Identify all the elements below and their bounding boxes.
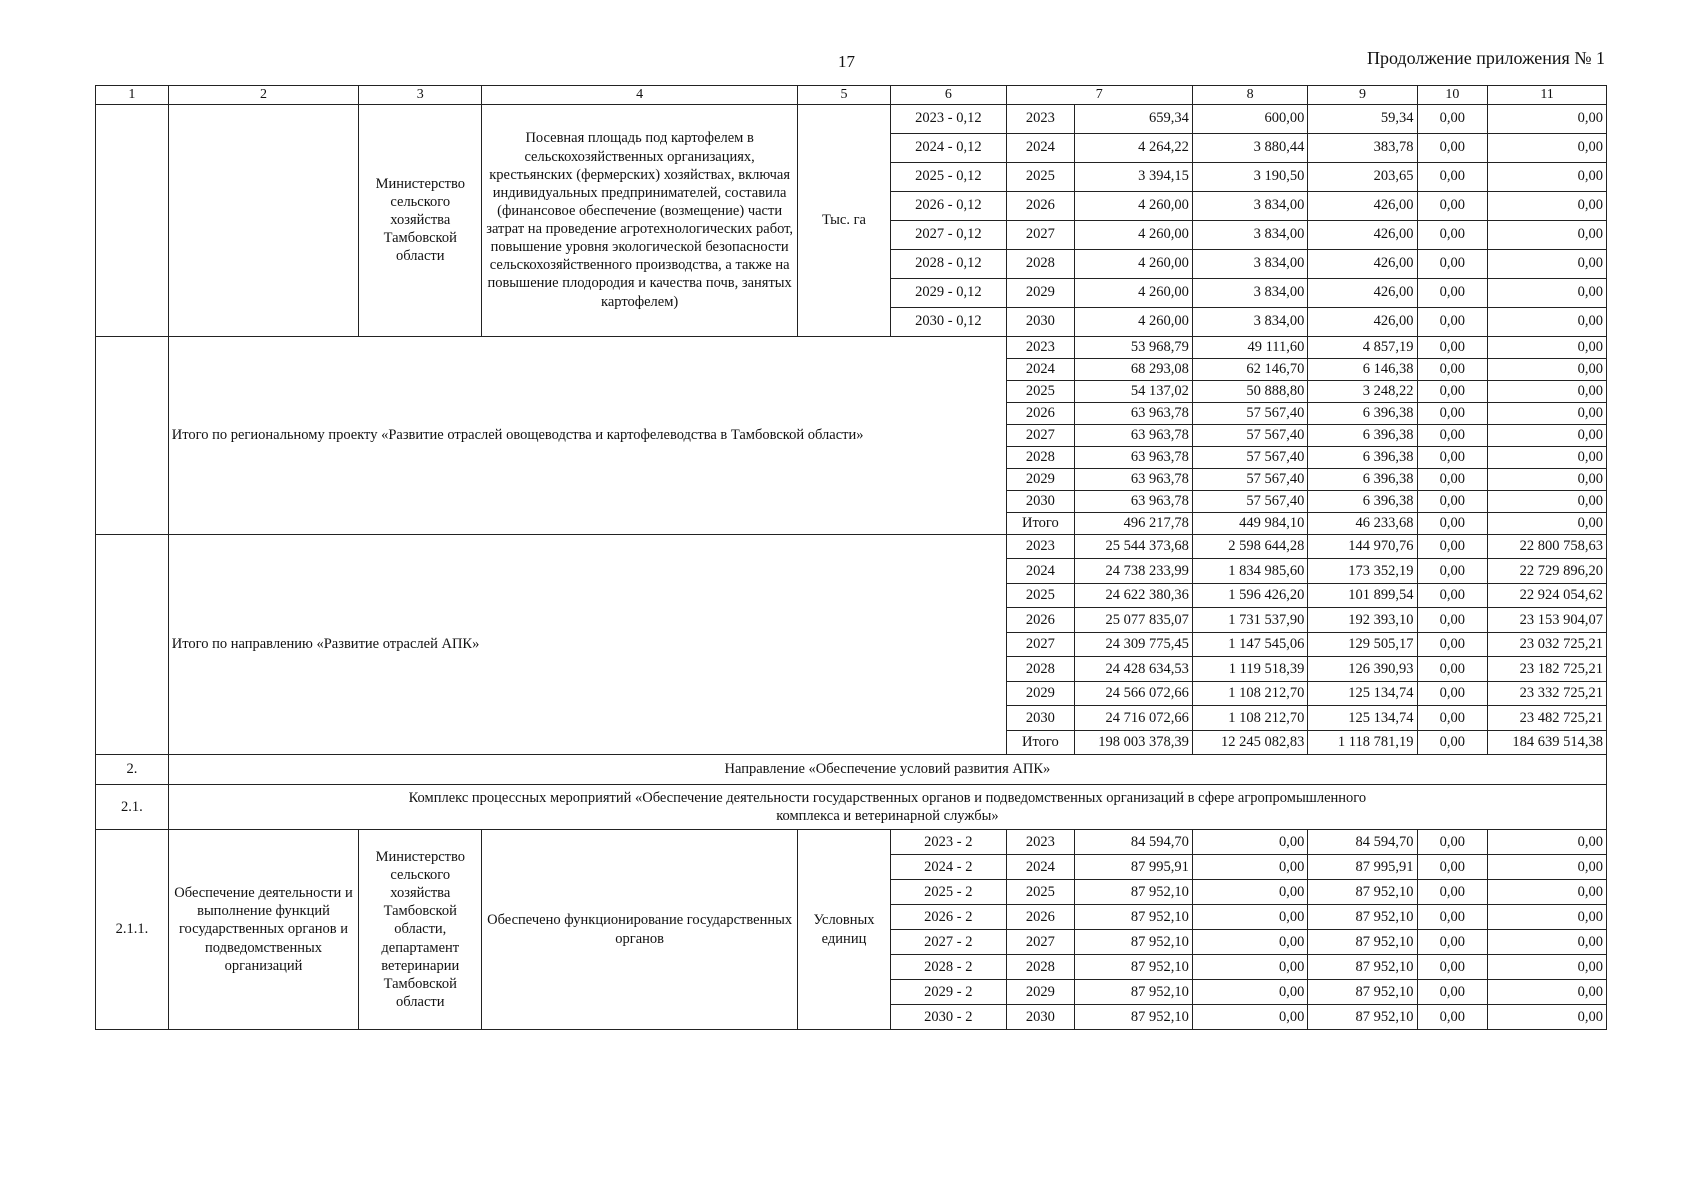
target-value: 2025 - 0,12: [891, 162, 1007, 191]
year-cell: 2026: [1006, 905, 1074, 930]
total-cell: 87 952,10: [1075, 930, 1193, 955]
municipal-cell: 0,00: [1417, 104, 1488, 133]
extrabudget-cell: 23 482 725,21: [1488, 706, 1607, 731]
extrabudget-cell: 0,00: [1488, 104, 1607, 133]
column-number: 7: [1006, 86, 1192, 105]
regional-cell: 6 146,38: [1308, 358, 1417, 380]
municipal-cell: 0,00: [1417, 490, 1488, 512]
extrabudget-cell: 0,00: [1488, 358, 1607, 380]
municipal-cell: 0,00: [1417, 583, 1488, 608]
target-value: 2025 - 2: [891, 880, 1007, 905]
year-cell: 2023: [1006, 336, 1074, 358]
regional-cell: 1 118 781,19: [1308, 730, 1417, 755]
federal-cell: 3 190,50: [1192, 162, 1308, 191]
total-cell: 63 963,78: [1075, 490, 1193, 512]
extrabudget-cell: 0,00: [1488, 220, 1607, 249]
federal-cell: 3 834,00: [1192, 220, 1308, 249]
extrabudget-cell: 0,00: [1488, 490, 1607, 512]
column-number: 5: [797, 86, 890, 105]
total-cell: 87 995,91: [1075, 855, 1193, 880]
total-cell: 87 952,10: [1075, 980, 1193, 1005]
regional-cell: 144 970,76: [1308, 534, 1417, 559]
extrabudget-cell: 0,00: [1488, 512, 1607, 534]
regional-cell: 4 857,19: [1308, 336, 1417, 358]
year-cell: 2030: [1006, 490, 1074, 512]
federal-cell: 57 567,40: [1192, 468, 1308, 490]
regional-cell: 125 134,74: [1308, 706, 1417, 731]
direction-total-label: Итого по направлению «Развитие отраслей АПК»: [168, 534, 1006, 755]
regional-cell: 426,00: [1308, 278, 1417, 307]
column-number: 6: [891, 86, 1007, 105]
year-cell: 2028: [1006, 657, 1074, 682]
year-cell: 2023: [1006, 830, 1074, 855]
column-number-row: [96, 86, 1607, 105]
federal-cell: 3 834,00: [1192, 307, 1308, 336]
municipal-cell: 0,00: [1417, 424, 1488, 446]
municipal-cell: 0,00: [1417, 880, 1488, 905]
column-number: 4: [482, 86, 798, 105]
regional-cell: 87 952,10: [1308, 880, 1417, 905]
federal-cell: 57 567,40: [1192, 424, 1308, 446]
unit-cell: Тыс. га: [797, 104, 890, 336]
municipal-cell: 0,00: [1417, 855, 1488, 880]
regional-cell: 6 396,38: [1308, 424, 1417, 446]
total-cell: 24 738 233,99: [1075, 559, 1193, 584]
year-cell: 2029: [1006, 681, 1074, 706]
regional-cell: 426,00: [1308, 249, 1417, 278]
year-cell: 2029: [1006, 980, 1074, 1005]
section-title: Направление «Обеспечение условий развития АПК»: [168, 755, 1606, 785]
target-value: 2028 - 2: [891, 955, 1007, 980]
regional-cell: 84 594,70: [1308, 830, 1417, 855]
extrabudget-cell: 0,00: [1488, 191, 1607, 220]
municipal-cell: 0,00: [1417, 681, 1488, 706]
extrabudget-cell: 23 032 725,21: [1488, 632, 1607, 657]
regional-cell: 6 396,38: [1308, 490, 1417, 512]
year-cell: 2026: [1006, 402, 1074, 424]
extrabudget-cell: 184 639 514,38: [1488, 730, 1607, 755]
federal-cell: 50 888,80: [1192, 380, 1308, 402]
extrabudget-cell: 0,00: [1488, 307, 1607, 336]
year-cell: 2025: [1006, 880, 1074, 905]
year-cell: 2029: [1006, 278, 1074, 307]
year-cell: 2025: [1006, 380, 1074, 402]
year-cell: 2025: [1006, 162, 1074, 191]
regional-cell: 192 393,10: [1308, 608, 1417, 633]
municipal-cell: 0,00: [1417, 191, 1488, 220]
extrabudget-cell: 0,00: [1488, 424, 1607, 446]
total-cell: 4 260,00: [1075, 278, 1193, 307]
table-row: [96, 830, 1607, 855]
target-value: 2024 - 2: [891, 855, 1007, 880]
section-number: 2.1.: [96, 785, 169, 830]
municipal-cell: 0,00: [1417, 358, 1488, 380]
municipal-cell: 0,00: [1417, 380, 1488, 402]
municipal-cell: 0,00: [1417, 706, 1488, 731]
table-row: [96, 336, 1607, 358]
year-cell: 2030: [1006, 706, 1074, 731]
extrabudget-cell: 0,00: [1488, 980, 1607, 1005]
regional-cell: 173 352,19: [1308, 559, 1417, 584]
target-value: 2027 - 0,12: [891, 220, 1007, 249]
extrabudget-cell: 0,00: [1488, 278, 1607, 307]
regional-cell: 426,00: [1308, 220, 1417, 249]
regional-cell: 46 233,68: [1308, 512, 1417, 534]
municipal-cell: 0,00: [1417, 512, 1488, 534]
total-cell: 198 003 378,39: [1075, 730, 1193, 755]
regional-cell: 87 952,10: [1308, 955, 1417, 980]
total-cell: 53 968,79: [1075, 336, 1193, 358]
total-cell: 63 963,78: [1075, 468, 1193, 490]
extrabudget-cell: 0,00: [1488, 955, 1607, 980]
result-cell: Посевная площадь под картофелем в сельскохозяйственных организациях, крестьянских (фермерских) хозяйствах, включая индивидуальных предпринимателей, составила (финансовое обеспечение (возмещение) части затрат на проведение агротехнологических работ, повышение уровня экологической безопасности сельскохозяйственного производства, а также на повышение плодородия и качества почв, занятых картофелем): [482, 104, 798, 336]
total-cell: 4 264,22: [1075, 133, 1193, 162]
federal-cell: 57 567,40: [1192, 490, 1308, 512]
total-cell: 25 077 835,07: [1075, 608, 1193, 633]
extrabudget-cell: 0,00: [1488, 930, 1607, 955]
year-cell: 2026: [1006, 608, 1074, 633]
column-number: 8: [1192, 86, 1308, 105]
measure-name-cell: [168, 104, 358, 336]
year-cell: 2027: [1006, 220, 1074, 249]
federal-cell: 1 119 518,39: [1192, 657, 1308, 682]
section-number: 2.: [96, 755, 169, 785]
column-number: 3: [359, 86, 482, 105]
result-cell: Обеспечено функционирование государственных органов: [482, 830, 798, 1030]
municipal-cell: 0,00: [1417, 657, 1488, 682]
year-cell: Итого: [1006, 730, 1074, 755]
unit-cell: Условных единиц: [797, 830, 890, 1030]
municipal-cell: 0,00: [1417, 1005, 1488, 1030]
target-value: 2026 - 0,12: [891, 191, 1007, 220]
regional-cell: 87 952,10: [1308, 905, 1417, 930]
total-cell: 63 963,78: [1075, 402, 1193, 424]
extrabudget-cell: 0,00: [1488, 133, 1607, 162]
extrabudget-cell: 0,00: [1488, 880, 1607, 905]
municipal-cell: 0,00: [1417, 468, 1488, 490]
extrabudget-cell: 22 924 054,62: [1488, 583, 1607, 608]
federal-cell: 0,00: [1192, 830, 1308, 855]
total-cell: 87 952,10: [1075, 955, 1193, 980]
extrabudget-cell: 0,00: [1488, 830, 1607, 855]
federal-cell: 600,00: [1192, 104, 1308, 133]
year-cell: 2023: [1006, 104, 1074, 133]
extrabudget-cell: 0,00: [1488, 162, 1607, 191]
year-cell: 2028: [1006, 446, 1074, 468]
federal-cell: 1 108 212,70: [1192, 681, 1308, 706]
regional-cell: 6 396,38: [1308, 402, 1417, 424]
regional-cell: 6 396,38: [1308, 446, 1417, 468]
municipal-cell: 0,00: [1417, 278, 1488, 307]
municipal-cell: 0,00: [1417, 220, 1488, 249]
municipal-cell: 0,00: [1417, 402, 1488, 424]
total-cell: 63 963,78: [1075, 446, 1193, 468]
municipal-cell: 0,00: [1417, 955, 1488, 980]
target-value: 2030 - 0,12: [891, 307, 1007, 336]
municipal-cell: 0,00: [1417, 446, 1488, 468]
regional-cell: 87 952,10: [1308, 980, 1417, 1005]
extrabudget-cell: 0,00: [1488, 380, 1607, 402]
federal-cell: 0,00: [1192, 1005, 1308, 1030]
target-value: 2030 - 2: [891, 1005, 1007, 1030]
extrabudget-cell: 22 800 758,63: [1488, 534, 1607, 559]
total-cell: 24 428 634,53: [1075, 657, 1193, 682]
federal-cell: 3 834,00: [1192, 278, 1308, 307]
total-cell: 496 217,78: [1075, 512, 1193, 534]
total-cell: 87 952,10: [1075, 880, 1193, 905]
num-cell: [96, 336, 169, 534]
extrabudget-cell: 0,00: [1488, 336, 1607, 358]
page-number: 17: [838, 52, 855, 71]
year-cell: 2027: [1006, 930, 1074, 955]
municipal-cell: 0,00: [1417, 980, 1488, 1005]
extrabudget-cell: 0,00: [1488, 855, 1607, 880]
extrabudget-cell: 23 332 725,21: [1488, 681, 1607, 706]
responsible-cell: Министерство сельского хозяйства Тамбовской области: [359, 104, 482, 336]
municipal-cell: 0,00: [1417, 632, 1488, 657]
federal-cell: 1 596 426,20: [1192, 583, 1308, 608]
federal-cell: 0,00: [1192, 980, 1308, 1005]
column-number: 2: [168, 86, 358, 105]
federal-cell: 1 108 212,70: [1192, 706, 1308, 731]
continuation-note: Продолжение приложения № 1: [1366, 48, 1605, 68]
target-value: 2023 - 0,12: [891, 104, 1007, 133]
federal-cell: 12 245 082,83: [1192, 730, 1308, 755]
measure-name-cell: Обеспечение деятельности и выполнение функций государственных органов и подведомственных организаций: [168, 830, 358, 1030]
num-cell: [96, 104, 169, 336]
target-value: 2027 - 2: [891, 930, 1007, 955]
total-cell: 4 260,00: [1075, 249, 1193, 278]
year-cell: 2028: [1006, 955, 1074, 980]
federal-cell: 3 834,00: [1192, 249, 1308, 278]
year-cell: 2024: [1006, 855, 1074, 880]
municipal-cell: 0,00: [1417, 534, 1488, 559]
municipal-cell: 0,00: [1417, 930, 1488, 955]
total-cell: 25 544 373,68: [1075, 534, 1193, 559]
section-title: Комплекс процессных мероприятий «Обеспечение деятельности государственных органов и подведомственных организаций в сфере агропромышленного комплекса и ветеринарной службы»: [168, 785, 1606, 830]
municipal-cell: 0,00: [1417, 559, 1488, 584]
target-value: 2029 - 0,12: [891, 278, 1007, 307]
federal-cell: 449 984,10: [1192, 512, 1308, 534]
total-cell: 659,34: [1075, 104, 1193, 133]
year-cell: 2027: [1006, 632, 1074, 657]
regional-cell: 59,34: [1308, 104, 1417, 133]
extrabudget-cell: 0,00: [1488, 905, 1607, 930]
total-cell: 84 594,70: [1075, 830, 1193, 855]
municipal-cell: 0,00: [1417, 830, 1488, 855]
federal-cell: 0,00: [1192, 855, 1308, 880]
total-cell: 24 716 072,66: [1075, 706, 1193, 731]
federal-cell: 0,00: [1192, 930, 1308, 955]
municipal-cell: 0,00: [1417, 336, 1488, 358]
total-cell: 54 137,02: [1075, 380, 1193, 402]
total-cell: 3 394,15: [1075, 162, 1193, 191]
extrabudget-cell: 23 153 904,07: [1488, 608, 1607, 633]
total-cell: 24 566 072,66: [1075, 681, 1193, 706]
column-number: 9: [1308, 86, 1417, 105]
total-cell: 87 952,10: [1075, 905, 1193, 930]
municipal-cell: 0,00: [1417, 162, 1488, 191]
federal-cell: 57 567,40: [1192, 402, 1308, 424]
extrabudget-cell: 23 182 725,21: [1488, 657, 1607, 682]
regional-cell: 203,65: [1308, 162, 1417, 191]
regional-cell: 87 952,10: [1308, 930, 1417, 955]
federal-cell: 0,00: [1192, 905, 1308, 930]
extrabudget-cell: 0,00: [1488, 468, 1607, 490]
total-cell: 24 309 775,45: [1075, 632, 1193, 657]
column-number: 10: [1417, 86, 1488, 105]
year-cell: 2024: [1006, 559, 1074, 584]
regional-cell: 126 390,93: [1308, 657, 1417, 682]
regional-cell: 87 995,91: [1308, 855, 1417, 880]
table-row: [96, 534, 1607, 559]
extrabudget-cell: 0,00: [1488, 446, 1607, 468]
table-row: [96, 104, 1607, 133]
responsible-cell: Министерство сельского хозяйства Тамбовской области, департамент ветеринарии Тамбовской области: [359, 830, 482, 1030]
target-value: 2023 - 2: [891, 830, 1007, 855]
federal-cell: 1 147 545,06: [1192, 632, 1308, 657]
municipal-cell: 0,00: [1417, 307, 1488, 336]
regional-cell: 87 952,10: [1308, 1005, 1417, 1030]
federal-cell: 3 834,00: [1192, 191, 1308, 220]
year-cell: 2024: [1006, 358, 1074, 380]
year-cell: 2030: [1006, 307, 1074, 336]
regional-cell: 101 899,54: [1308, 583, 1417, 608]
total-cell: 68 293,08: [1075, 358, 1193, 380]
year-cell: Итого: [1006, 512, 1074, 534]
federal-cell: 3 880,44: [1192, 133, 1308, 162]
total-cell: 4 260,00: [1075, 191, 1193, 220]
regional-cell: 125 134,74: [1308, 681, 1417, 706]
regional-cell: 129 505,17: [1308, 632, 1417, 657]
federal-cell: 57 567,40: [1192, 446, 1308, 468]
total-cell: 4 260,00: [1075, 307, 1193, 336]
year-cell: 2025: [1006, 583, 1074, 608]
column-number: 1: [96, 86, 169, 105]
extrabudget-cell: 0,00: [1488, 249, 1607, 278]
target-value: 2029 - 2: [891, 980, 1007, 1005]
section-row: [96, 755, 1607, 785]
year-cell: 2027: [1006, 424, 1074, 446]
num-cell: [96, 534, 169, 755]
federal-cell: 1 731 537,90: [1192, 608, 1308, 633]
year-cell: 2030: [1006, 1005, 1074, 1030]
year-cell: 2029: [1006, 468, 1074, 490]
appendix-table: [95, 85, 1607, 1030]
municipal-cell: 0,00: [1417, 608, 1488, 633]
regional-cell: 383,78: [1308, 133, 1417, 162]
extrabudget-cell: 0,00: [1488, 402, 1607, 424]
extrabudget-cell: 22 729 896,20: [1488, 559, 1607, 584]
municipal-cell: 0,00: [1417, 905, 1488, 930]
year-cell: 2026: [1006, 191, 1074, 220]
regional-cell: 3 248,22: [1308, 380, 1417, 402]
target-value: 2026 - 2: [891, 905, 1007, 930]
extrabudget-cell: 0,00: [1488, 1005, 1607, 1030]
total-cell: 4 260,00: [1075, 220, 1193, 249]
year-cell: 2028: [1006, 249, 1074, 278]
regional-total-label: Итого по региональному проекту «Развитие отраслей овощеводства и картофелеводства в Тамбовской области»: [168, 336, 1006, 534]
subsection-row: [96, 785, 1607, 830]
municipal-cell: 0,00: [1417, 730, 1488, 755]
federal-cell: 0,00: [1192, 880, 1308, 905]
column-number: 11: [1488, 86, 1607, 105]
num-cell: 2.1.1.: [96, 830, 169, 1030]
regional-cell: 426,00: [1308, 191, 1417, 220]
total-cell: 24 622 380,36: [1075, 583, 1193, 608]
target-value: 2024 - 0,12: [891, 133, 1007, 162]
municipal-cell: 0,00: [1417, 133, 1488, 162]
regional-cell: 426,00: [1308, 307, 1417, 336]
target-value: 2028 - 0,12: [891, 249, 1007, 278]
federal-cell: 2 598 644,28: [1192, 534, 1308, 559]
federal-cell: 0,00: [1192, 955, 1308, 980]
municipal-cell: 0,00: [1417, 249, 1488, 278]
federal-cell: 1 834 985,60: [1192, 559, 1308, 584]
year-cell: 2024: [1006, 133, 1074, 162]
federal-cell: 49 111,60: [1192, 336, 1308, 358]
federal-cell: 62 146,70: [1192, 358, 1308, 380]
total-cell: 63 963,78: [1075, 424, 1193, 446]
regional-cell: 6 396,38: [1308, 468, 1417, 490]
total-cell: 87 952,10: [1075, 1005, 1193, 1030]
year-cell: 2023: [1006, 534, 1074, 559]
